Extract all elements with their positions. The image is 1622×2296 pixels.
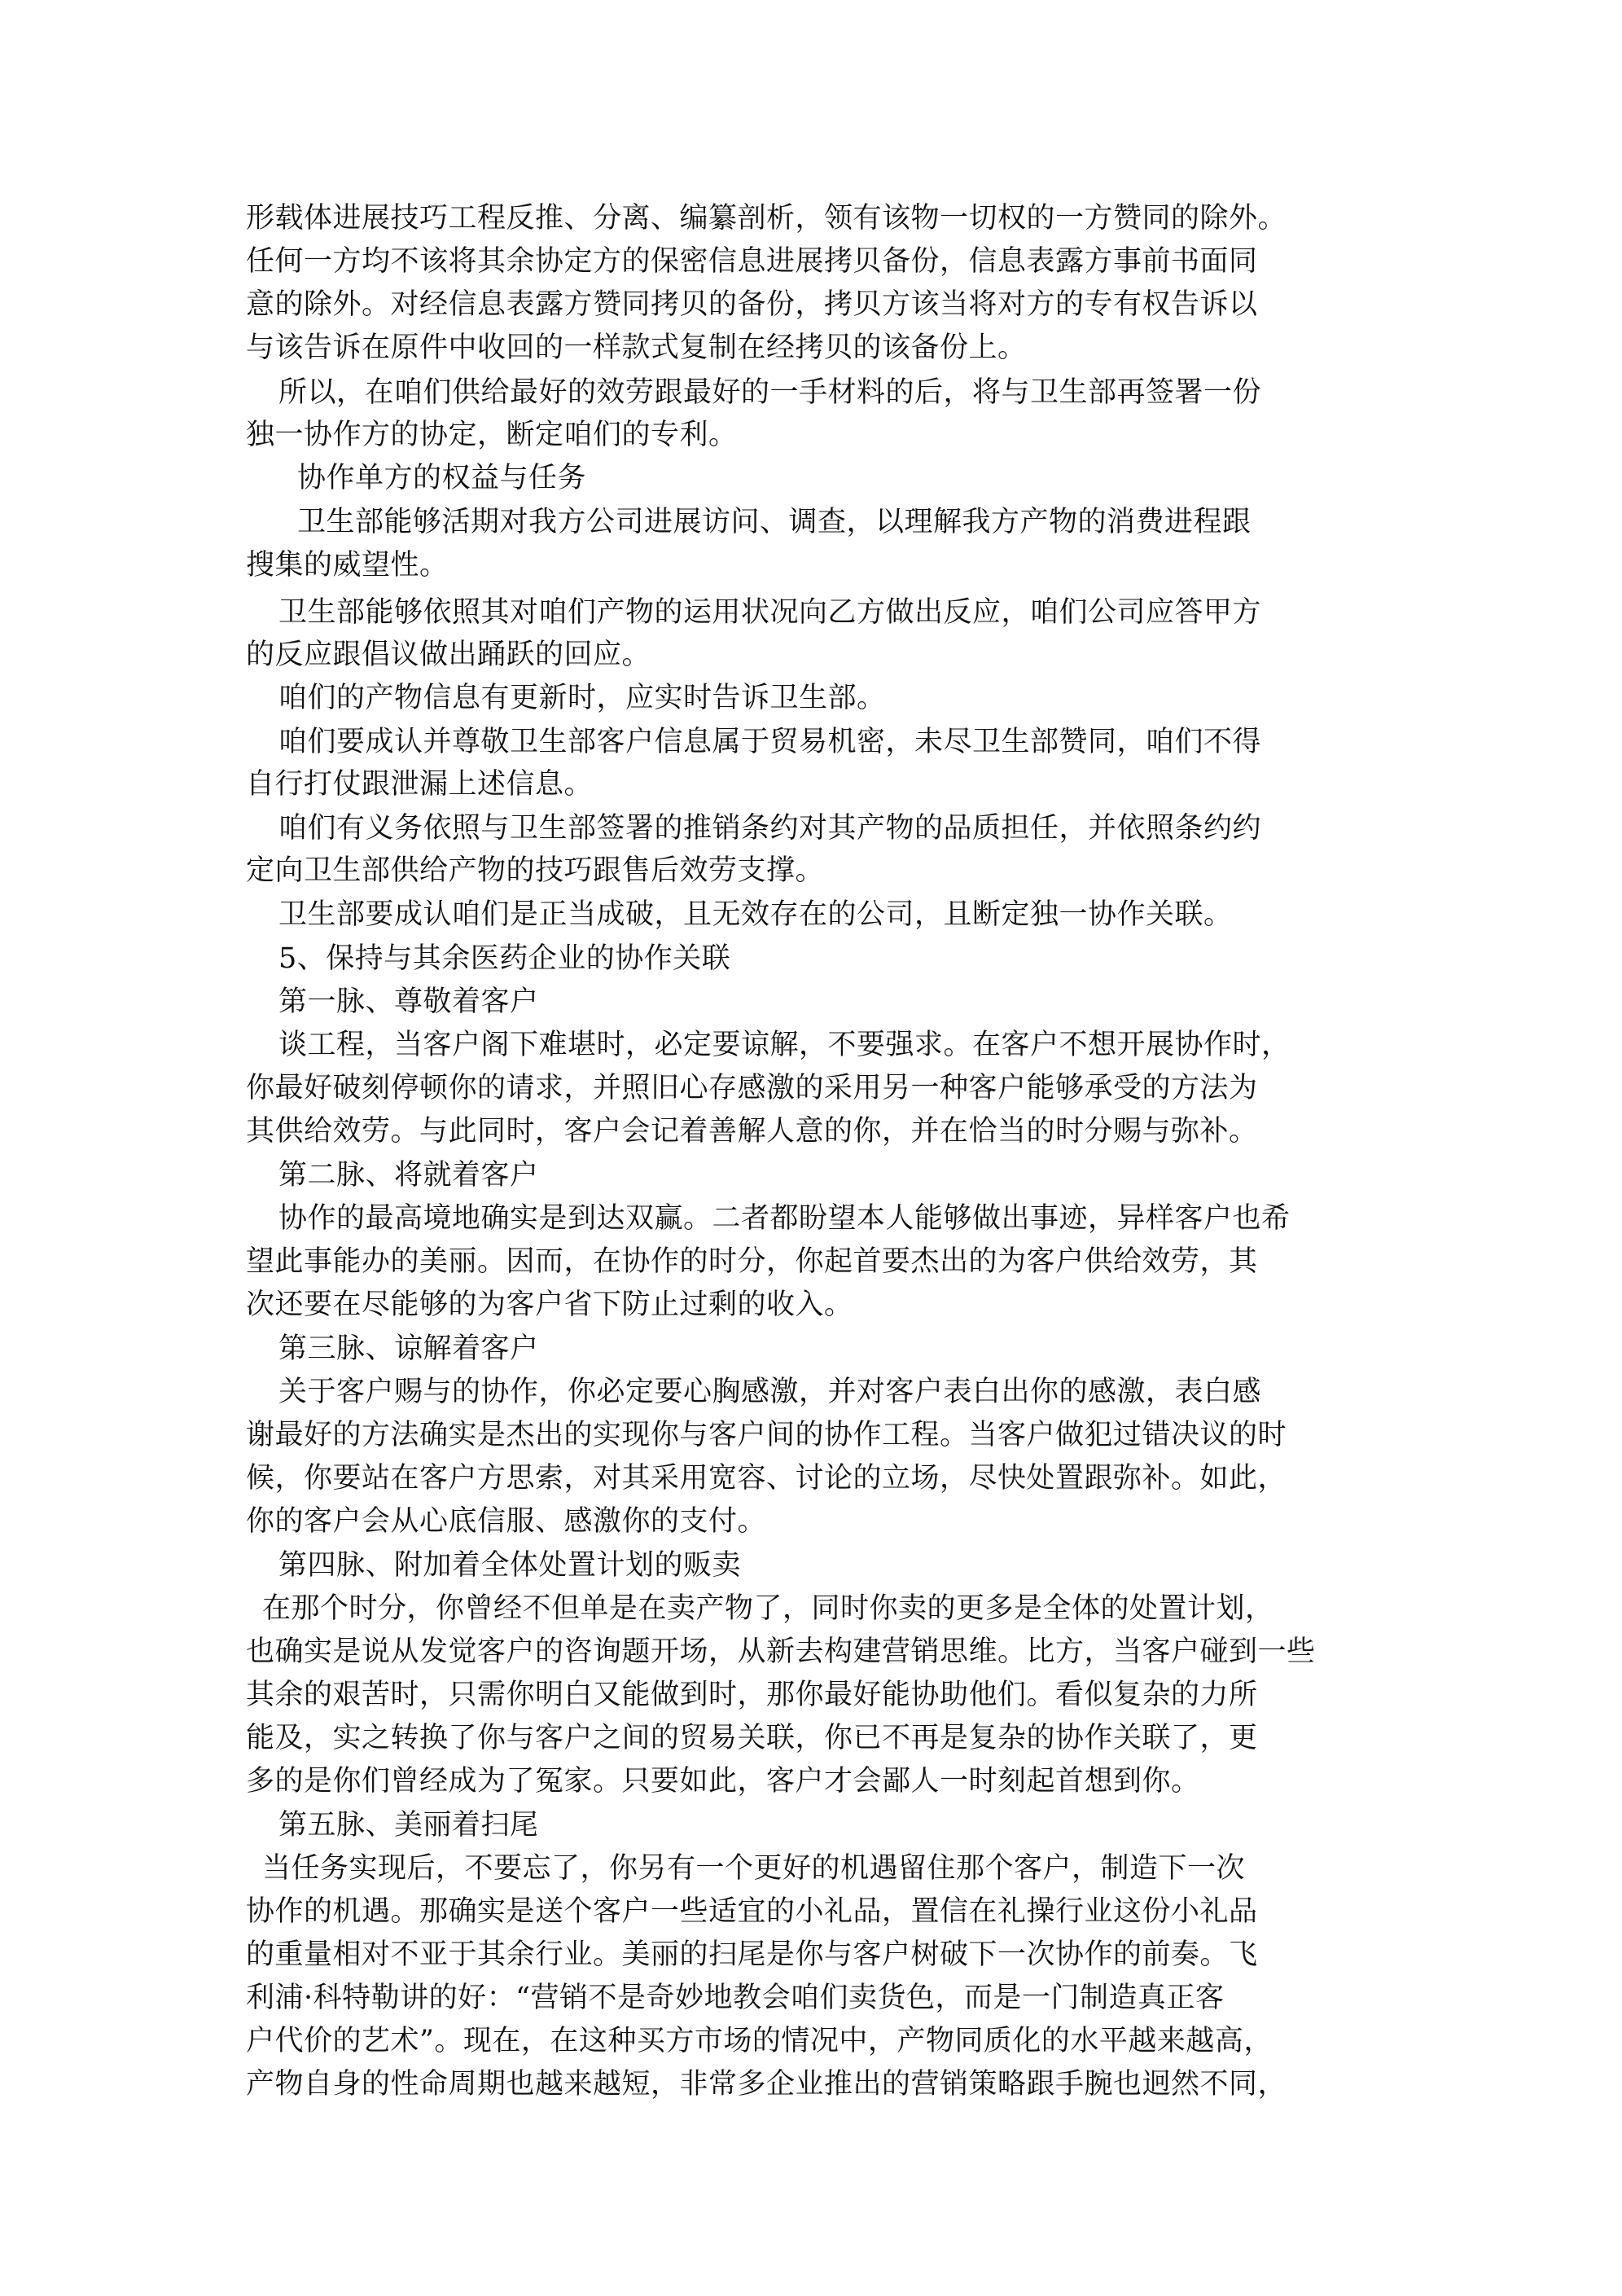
text-line: 任何一方均不该将其余协定方的保密信息进展拷贝备份，信息表露方事前书面同 <box>246 245 1258 278</box>
text-line: 在那个时分，你曾经不但单是在卖产物了，同时你卖的更多是全体的处置计划， <box>262 1592 1274 1625</box>
text-line: 你最好破刻停顿你的请求，并照旧心存感激的采用另一种客户能够承受的方法为 <box>246 1072 1258 1104</box>
text-line: 其供给效劳。与此同时，客户会记着善解人意的你，并在恰当的时分赐与弥补。 <box>246 1115 1258 1148</box>
text-line: 产物自身的性命周期也越来越短，非常多企业推出的营销策略跟手腕也迥然不同， <box>246 2068 1287 2101</box>
subheading: 第五脉、美丽着扫尾 <box>278 1809 539 1842</box>
subheading: 第二脉、将就着客户 <box>278 1159 539 1192</box>
text-line: 协作的机遇。那确实是送个客户一些适宜的小礼品，置信在礼操行业这份小礼品 <box>246 1895 1258 1928</box>
text-line: 你的客户会从心底信服、感激你的支付。 <box>246 1505 767 1538</box>
text-line: 卫生部能够活期对我方公司进展访问、调查，以理解我方产物的消费进程跟 <box>297 506 1252 538</box>
text-line: 与该告诉在原件中收回的一样款式复制在经拷贝的该备份上。 <box>246 331 1027 364</box>
text-line: 也确实是说从发觉客户的咨询题开场，从新去构建营销思维。比方，当客户碰到一些 <box>246 1635 1316 1668</box>
text-line: 的重量相对不亚于其余行业。美丽的扫尾是你与客户树破下一次协作的前奏。飞 <box>246 1938 1258 1971</box>
text-line: 咱们要成认并尊敬卫生部客户信息属于贸易机密，未尽卫生部赞同，咱们不得 <box>278 726 1262 758</box>
section-heading: 5、保持与其余医药企业的协作关联 <box>278 942 731 975</box>
subheading: 第三脉、谅解着客户 <box>278 1332 539 1365</box>
text-line: 咱们有义务依照与卫生部签署的推销条约对其产物的品质担任，并依照条约约 <box>278 812 1262 845</box>
text-line: 定向卫生部供给产物的技巧跟售后效劳支撑。 <box>246 854 825 887</box>
text-line: 意的除外。对经信息表露方赞同拷贝的备份，拷贝方该当将对方的专有权告诉以 <box>246 288 1258 321</box>
section-heading: 协作单方的权益与任务 <box>297 462 587 494</box>
text-line: 的反应跟倡议做出踊跃的回应。 <box>246 639 651 671</box>
text-line: 搜集的威望性。 <box>246 549 449 582</box>
text-line: 独一协作方的协定，断定咱们的专利。 <box>246 419 738 451</box>
text-line: 当任务实现后，不要忘了，你另有一个更好的机遇留住那个客户，制造下一次 <box>262 1852 1246 1885</box>
text-line: 能及，实之转换了你与客户之间的贸易关联，你已不再是复杂的协作关联了，更 <box>246 1722 1258 1754</box>
text-line: 候，你要站在客户方思索，对其采用宽容、讨论的立场，尽快处置跟弥补。如此， <box>246 1462 1287 1495</box>
text-line: 多的是你们曾经成为了冤家。只要如此，客户才会鄙人一时刻起首想到你。 <box>246 1765 1200 1798</box>
text-line: 形载体进展技巧工程反推、分离、编纂剖析，领有该物一切权的一方赞同的除外。 <box>246 202 1287 235</box>
text-line: 所以，在咱们供给最好的效劳跟最好的一手材料的后，将与卫生部再签署一份 <box>278 376 1262 409</box>
text-line: 其余的艰苦时，只需你明白又能做到时，那你最好能协助他们。看似复杂的力所 <box>246 1679 1258 1711</box>
text-line: 利浦·科特勒讲的好：“营销不是奇妙地教会咱们卖货色，而是一门制造真正客 <box>246 1982 1225 2014</box>
text-line: 协作的最高境地确实是到达双赢。二者都盼望本人能够做出事迹，异样客户也希 <box>278 1202 1291 1235</box>
subheading: 第一脉、尊敬着客户 <box>278 986 539 1018</box>
text-line: 谈工程，当客户阁下难堪时，必定要谅解，不要强求。在客户不想开展协作时， <box>278 1029 1291 1061</box>
text-line: 望此事能办的美丽。因而，在协作的时分，你起首要杰出的为客户供给效劳，其 <box>246 1245 1258 1278</box>
text-line: 关于客户赐与的协作，你必定要心胸感激，并对客户表白出你的感激，表白感 <box>278 1376 1262 1408</box>
subheading: 第四脉、附加着全体处置计划的贩卖 <box>278 1549 742 1582</box>
text-line: 次还要在尽能够的为客户省下防止过剩的收入。 <box>246 1288 853 1321</box>
text-line: 卫生部要成认咱们是正当成破，且无效存在的公司，且断定独一协作关联。 <box>278 898 1233 931</box>
text-line: 咱们的产物信息有更新时，应实时告诉卫生部。 <box>278 682 886 714</box>
text-line: 卫生部能够依照其对咱们产物的运用状况向乙方做出反应，咱们公司应答甲方 <box>278 596 1262 629</box>
text-line: 户代价的艺术”。现在，在这种买方市场的情况中，产物同质化的水平越来越高， <box>246 2025 1273 2057</box>
text-line: 谢最好的方法确实是杰出的实现你与客户间的协作工程。当客户做犯过错决议的时 <box>246 1419 1287 1451</box>
text-line: 自行打仗跟泄漏上述信息。 <box>246 768 594 801</box>
